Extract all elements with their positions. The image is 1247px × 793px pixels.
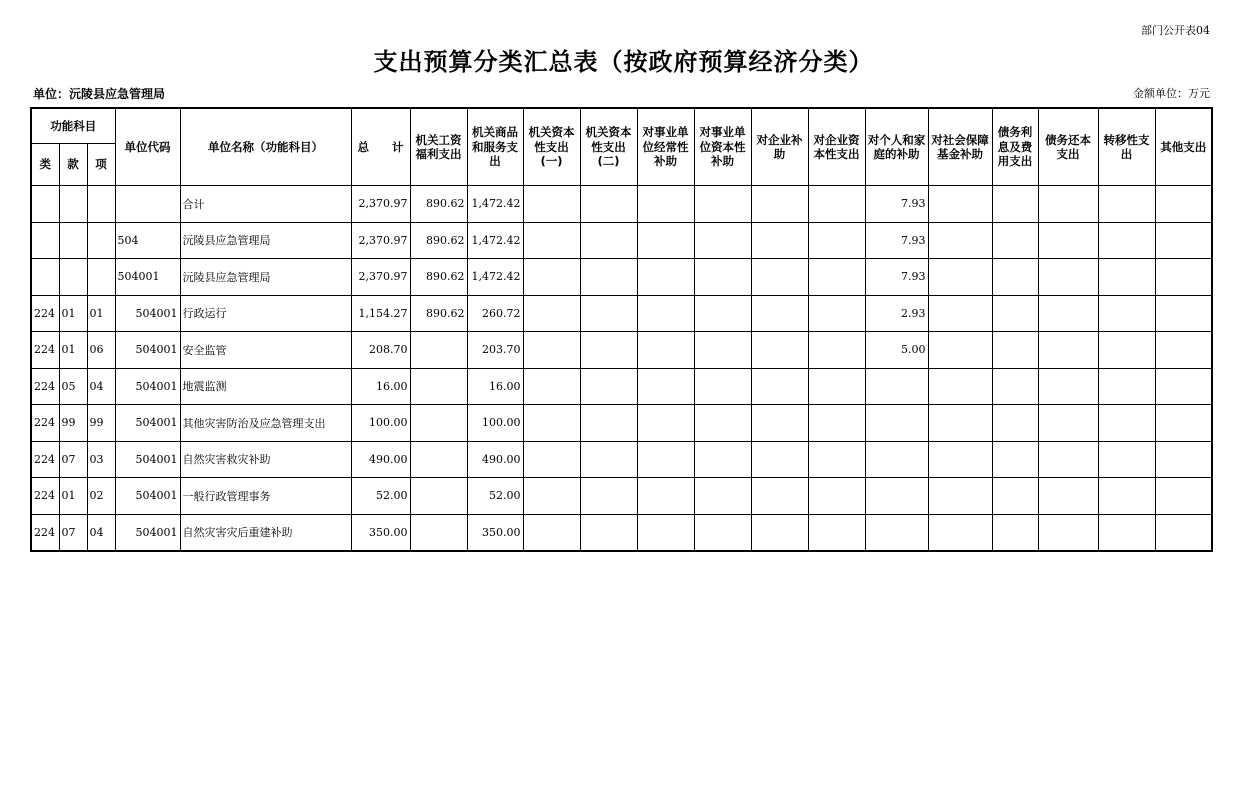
cell-c6	[694, 295, 751, 332]
cell-unit-code: 504001	[115, 259, 180, 296]
header-c2: 机关商品和服务支出	[467, 108, 523, 186]
cell-c2: 260.72	[467, 295, 523, 332]
cell-c1	[410, 478, 467, 515]
header-c12: 债务还本支出	[1038, 108, 1098, 186]
cell-c10	[928, 222, 992, 259]
cell-unit-code	[115, 186, 180, 223]
cell-c7	[751, 222, 808, 259]
cell-c12	[1038, 259, 1098, 296]
table-row	[31, 514, 1212, 551]
cell-lei: 224	[31, 478, 59, 515]
cell-c8	[808, 186, 865, 223]
header-c4: 机关资本性支出(二)	[580, 108, 637, 186]
cell-c6	[694, 186, 751, 223]
cell-c8	[808, 222, 865, 259]
cell-kuan: 01	[59, 295, 87, 332]
cell-c6	[694, 405, 751, 442]
cell-c2: 16.00	[467, 368, 523, 405]
cell-c14	[1155, 186, 1212, 223]
header-total: 总 计	[351, 108, 410, 186]
cell-total: 1,154.27	[351, 295, 410, 332]
cell-unit-code: 504001	[115, 405, 180, 442]
cell-c10	[928, 514, 992, 551]
header-xiang: 项	[87, 144, 115, 186]
table-row	[31, 441, 1212, 478]
cell-xiang: 99	[87, 405, 115, 442]
header-c5: 对事业单位经常性补助	[637, 108, 694, 186]
cell-c5	[637, 295, 694, 332]
table-row	[31, 186, 1212, 223]
cell-c8	[808, 259, 865, 296]
cell-c2: 350.00	[467, 514, 523, 551]
cell-lei: 224	[31, 295, 59, 332]
cell-c3	[523, 222, 580, 259]
cell-c7	[751, 405, 808, 442]
cell-c9	[865, 405, 928, 442]
cell-c12	[1038, 514, 1098, 551]
header-c13: 转移性支出	[1098, 108, 1155, 186]
cell-unit-name: 沅陵县应急管理局	[180, 222, 351, 259]
table-row	[31, 332, 1212, 369]
cell-c6	[694, 441, 751, 478]
cell-c9	[865, 441, 928, 478]
cell-c5	[637, 514, 694, 551]
cell-c11	[992, 368, 1038, 405]
cell-total: 350.00	[351, 514, 410, 551]
cell-c1: 890.62	[410, 186, 467, 223]
header-c1: 机关工资福利支出	[410, 108, 467, 186]
cell-kuan: 05	[59, 368, 87, 405]
cell-c11	[992, 441, 1038, 478]
table-row	[31, 222, 1212, 259]
cell-total: 490.00	[351, 441, 410, 478]
cell-xiang: 03	[87, 441, 115, 478]
cell-kuan: 07	[59, 441, 87, 478]
cell-xiang	[87, 186, 115, 223]
cell-total: 100.00	[351, 405, 410, 442]
budget-table	[30, 107, 1213, 552]
cell-c9: 7.93	[865, 259, 928, 296]
cell-c4	[580, 259, 637, 296]
cell-c12	[1038, 222, 1098, 259]
cell-c2: 100.00	[467, 405, 523, 442]
header-c11: 债务利息及费用支出	[992, 108, 1038, 186]
cell-c3	[523, 332, 580, 369]
header-c9: 对个人和家庭的补助	[865, 108, 928, 186]
cell-lei	[31, 186, 59, 223]
cell-c1	[410, 441, 467, 478]
cell-c9: 2.93	[865, 295, 928, 332]
cell-c10	[928, 441, 992, 478]
cell-unit-code: 504001	[115, 514, 180, 551]
cell-lei: 224	[31, 405, 59, 442]
cell-c5	[637, 332, 694, 369]
cell-c14	[1155, 514, 1212, 551]
cell-c3	[523, 405, 580, 442]
table-row	[31, 259, 1212, 296]
cell-c3	[523, 186, 580, 223]
cell-total: 2,370.97	[351, 186, 410, 223]
cell-c5	[637, 441, 694, 478]
cell-kuan: 07	[59, 514, 87, 551]
cell-c11	[992, 222, 1038, 259]
cell-c5	[637, 368, 694, 405]
cell-c14	[1155, 259, 1212, 296]
unit-label: 单位：沅陵县应急管理局	[33, 87, 166, 101]
cell-c7	[751, 441, 808, 478]
table-body	[31, 186, 1212, 552]
cell-c12	[1038, 186, 1098, 223]
cell-lei	[31, 259, 59, 296]
cell-kuan	[59, 222, 87, 259]
cell-c13	[1098, 368, 1155, 405]
cell-c12	[1038, 405, 1098, 442]
cell-c14	[1155, 405, 1212, 442]
cell-kuan: 01	[59, 332, 87, 369]
header-func-group: 功能科目	[31, 108, 115, 144]
cell-c11	[992, 478, 1038, 515]
cell-unit-name: 一般行政管理事务	[180, 478, 351, 515]
header-c10: 对社会保障基金补助	[928, 108, 992, 186]
cell-unit-name: 自然灾害灾后重建补助	[180, 514, 351, 551]
cell-c5	[637, 405, 694, 442]
cell-c9: 7.93	[865, 222, 928, 259]
cell-xiang: 01	[87, 295, 115, 332]
cell-c14	[1155, 368, 1212, 405]
cell-unit-name: 自然灾害救灾补助	[180, 441, 351, 478]
header-lei: 类	[31, 144, 59, 186]
cell-unit-name: 安全监管	[180, 332, 351, 369]
cell-c9: 5.00	[865, 332, 928, 369]
cell-unit-name: 沅陵县应急管理局	[180, 259, 351, 296]
amount-unit-label: 金额单位：万元	[1133, 87, 1210, 100]
cell-c13	[1098, 332, 1155, 369]
cell-c14	[1155, 332, 1212, 369]
page-title: 支出预算分类汇总表（按政府预算经济分类）	[373, 48, 874, 76]
cell-c7	[751, 332, 808, 369]
header-c8: 对企业资本性支出	[808, 108, 865, 186]
cell-c9	[865, 478, 928, 515]
cell-unit-code: 504001	[115, 332, 180, 369]
cell-total: 52.00	[351, 478, 410, 515]
cell-lei: 224	[31, 368, 59, 405]
header-c6: 对事业单位资本性补助	[694, 108, 751, 186]
cell-c13	[1098, 405, 1155, 442]
header-c3: 机关资本性支出(一)	[523, 108, 580, 186]
cell-c4	[580, 441, 637, 478]
cell-unit-name: 合计	[180, 186, 351, 223]
cell-c13	[1098, 222, 1155, 259]
cell-c11	[992, 514, 1038, 551]
cell-kuan: 01	[59, 478, 87, 515]
cell-c5	[637, 478, 694, 515]
header-unit-name: 单位名称（功能科目）	[180, 108, 351, 186]
cell-c1	[410, 368, 467, 405]
cell-xiang: 04	[87, 368, 115, 405]
cell-c11	[992, 259, 1038, 296]
cell-c7	[751, 295, 808, 332]
cell-total: 16.00	[351, 368, 410, 405]
cell-kuan	[59, 186, 87, 223]
cell-c12	[1038, 295, 1098, 332]
cell-c6	[694, 514, 751, 551]
cell-c2: 1,472.42	[467, 259, 523, 296]
cell-kuan: 99	[59, 405, 87, 442]
header-c7: 对企业补助	[751, 108, 808, 186]
cell-c4	[580, 478, 637, 515]
header-kuan: 款	[59, 144, 87, 186]
header-c14: 其他支出	[1155, 108, 1212, 186]
cell-lei	[31, 222, 59, 259]
cell-c5	[637, 222, 694, 259]
cell-c6	[694, 259, 751, 296]
cell-c2: 52.00	[467, 478, 523, 515]
cell-c12	[1038, 368, 1098, 405]
cell-c1: 890.62	[410, 295, 467, 332]
cell-c10	[928, 259, 992, 296]
cell-c14	[1155, 441, 1212, 478]
cell-c2: 1,472.42	[467, 222, 523, 259]
header-unit-code: 单位代码	[115, 108, 180, 186]
cell-lei: 224	[31, 441, 59, 478]
cell-c1	[410, 332, 467, 369]
cell-unit-code: 504	[115, 222, 180, 259]
cell-unit-code: 504001	[115, 478, 180, 515]
cell-c1: 890.62	[410, 259, 467, 296]
cell-c12	[1038, 478, 1098, 515]
cell-c7	[751, 186, 808, 223]
cell-c10	[928, 405, 992, 442]
cell-unit-code: 504001	[115, 368, 180, 405]
cell-xiang: 06	[87, 332, 115, 369]
cell-c4	[580, 405, 637, 442]
cell-total: 2,370.97	[351, 259, 410, 296]
cell-c7	[751, 368, 808, 405]
cell-c10	[928, 368, 992, 405]
cell-c11	[992, 405, 1038, 442]
cell-c6	[694, 368, 751, 405]
cell-c8	[808, 332, 865, 369]
cell-total: 2,370.97	[351, 222, 410, 259]
cell-c12	[1038, 441, 1098, 478]
cell-c6	[694, 478, 751, 515]
cell-c3	[523, 368, 580, 405]
cell-unit-name: 其他灾害防治及应急管理支出	[180, 405, 351, 442]
cell-c11	[992, 186, 1038, 223]
cell-c4	[580, 368, 637, 405]
cell-c9	[865, 514, 928, 551]
cell-c5	[637, 259, 694, 296]
cell-c6	[694, 222, 751, 259]
table-row	[31, 405, 1212, 442]
cell-c10	[928, 295, 992, 332]
cell-c11	[992, 295, 1038, 332]
cell-c8	[808, 441, 865, 478]
cell-c3	[523, 478, 580, 515]
cell-c10	[928, 478, 992, 515]
cell-c13	[1098, 441, 1155, 478]
cell-c7	[751, 478, 808, 515]
cell-unit-name: 地震监测	[180, 368, 351, 405]
cell-c1	[410, 514, 467, 551]
cell-c8	[808, 405, 865, 442]
cell-c14	[1155, 478, 1212, 515]
cell-c7	[751, 514, 808, 551]
cell-c5	[637, 186, 694, 223]
cell-xiang: 02	[87, 478, 115, 515]
cell-total: 208.70	[351, 332, 410, 369]
cell-c13	[1098, 478, 1155, 515]
cell-c7	[751, 259, 808, 296]
cell-c12	[1038, 332, 1098, 369]
cell-c13	[1098, 514, 1155, 551]
form-code: 部门公开表04	[1141, 24, 1210, 37]
cell-c2: 1,472.42	[467, 186, 523, 223]
cell-c1: 890.62	[410, 222, 467, 259]
cell-unit-code: 504001	[115, 441, 180, 478]
cell-unit-code: 504001	[115, 295, 180, 332]
cell-c13	[1098, 186, 1155, 223]
cell-c8	[808, 478, 865, 515]
cell-c9: 7.93	[865, 186, 928, 223]
cell-c4	[580, 222, 637, 259]
cell-c2: 490.00	[467, 441, 523, 478]
cell-c9	[865, 368, 928, 405]
cell-c4	[580, 514, 637, 551]
cell-c8	[808, 368, 865, 405]
table-row	[31, 478, 1212, 515]
cell-c2: 203.70	[467, 332, 523, 369]
cell-unit-name: 行政运行	[180, 295, 351, 332]
cell-lei: 224	[31, 332, 59, 369]
cell-c13	[1098, 295, 1155, 332]
table-row	[31, 295, 1212, 332]
cell-c13	[1098, 259, 1155, 296]
cell-c1	[410, 405, 467, 442]
table-row	[31, 368, 1212, 405]
cell-c4	[580, 295, 637, 332]
cell-c3	[523, 259, 580, 296]
cell-lei: 224	[31, 514, 59, 551]
cell-kuan	[59, 259, 87, 296]
cell-c4	[580, 332, 637, 369]
cell-c8	[808, 514, 865, 551]
cell-xiang: 04	[87, 514, 115, 551]
cell-c14	[1155, 295, 1212, 332]
cell-c8	[808, 295, 865, 332]
cell-c6	[694, 332, 751, 369]
cell-c3	[523, 514, 580, 551]
cell-c10	[928, 186, 992, 223]
cell-c3	[523, 441, 580, 478]
cell-xiang	[87, 259, 115, 296]
cell-c11	[992, 332, 1038, 369]
cell-c14	[1155, 222, 1212, 259]
cell-c3	[523, 295, 580, 332]
cell-c4	[580, 186, 637, 223]
cell-xiang	[87, 222, 115, 259]
cell-c10	[928, 332, 992, 369]
